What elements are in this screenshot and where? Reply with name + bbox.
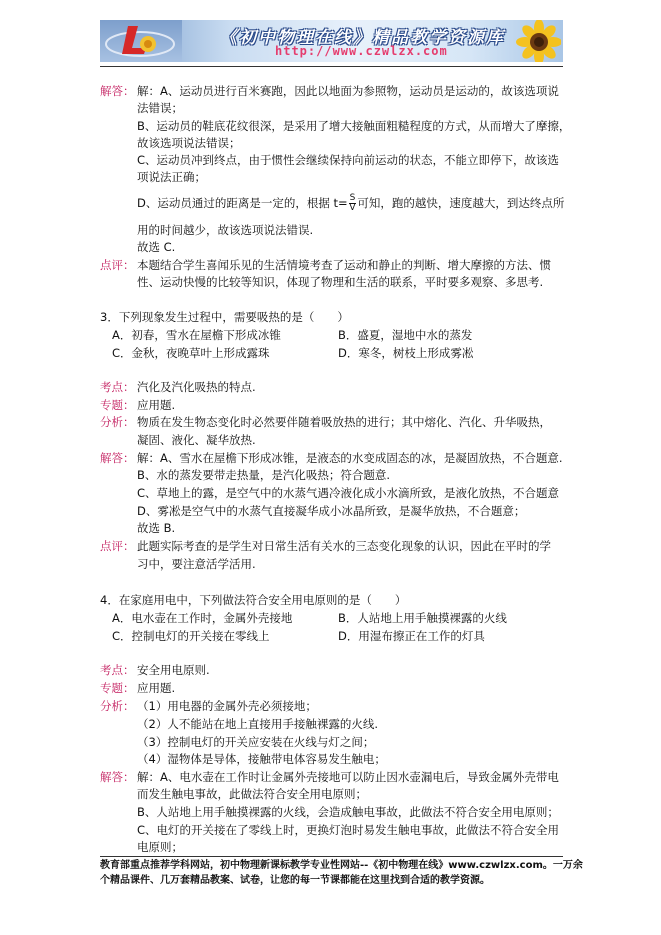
q4-option-c: C．控制电灯的开关接在零线上 — [112, 629, 270, 643]
q3-option-c: C．金秋，夜晚草叶上形成露珠 — [112, 346, 270, 360]
header-banner — [100, 20, 563, 62]
q3-stem: 3．下列现象发生过程中，需要吸热的是（ ） — [100, 310, 349, 324]
q2-answer-b2: 故该选项说法错误； — [137, 136, 241, 150]
q2-answer-a1: 解：A、运动员进行百米赛跑，因此以地面为参照物，运动员是运动的，故该选项说 — [137, 84, 559, 98]
q2-answer-b1: B、运动员的鞋底花纹很深，是采用了增大接触面粗糙程度的方式，从而增大了摩擦， — [137, 119, 571, 133]
site-title: 《初中物理在线》精品教学资源库 — [220, 28, 505, 48]
q4-option-a: A．电水壶在工作时，金属外壳接地 — [112, 611, 293, 625]
q4-answer-a1: 解：A、电水壶在工作时让金属外壳接地可以防止因水壶漏电后，导致金属外壳带电 — [137, 770, 559, 784]
analysis-label: 分析： — [100, 699, 135, 713]
formula-fraction — [349, 194, 357, 213]
q3-answer-a: 解：A、雪水在屋檐下形成冰锥，是液态的水变成固态的冰，是凝固放热，不合题意. — [137, 451, 563, 465]
q3-point: 汽化及汽化吸热的特点. — [137, 380, 256, 394]
q4-analysis-2: （2）人不能站在地上直接用手接触裸露的火线. — [137, 717, 378, 731]
q4-analysis-1: （1）用电器的金属外壳必须接地； — [137, 699, 317, 713]
q4-answer-a2: 而发生触电事故，此做法符合安全用电原则； — [137, 787, 367, 801]
q3-answer-d: D、雾凇是空气中的水蒸气直接凝华成小冰晶所致，是凝华放热，不合题意； — [137, 504, 526, 518]
point-label: 考点： — [100, 380, 135, 394]
fraction-numerator: S — [349, 193, 356, 203]
q2-answer-d1b: 可知，跑的越快，速度越大，到达终点所 — [357, 196, 565, 210]
comment-label: 点评： — [100, 539, 135, 553]
q4-option-b: B．人站地上用手触摸裸露的火线 — [338, 611, 507, 625]
q3-analysis-1: 物质在发生物态变化时必然要伴随着吸放热的进行；其中熔化、汽化、升华吸热， — [137, 415, 551, 429]
q4-stem: 4．在家庭用电中，下列做法符合安全用电原则的是（ ） — [100, 593, 407, 607]
q4-option-d: D．用湿布擦正在工作的灯具 — [338, 629, 485, 643]
q3-topic: 应用题. — [137, 398, 176, 412]
q3-option-d: D．寒冬，树枝上形成雾凇 — [338, 346, 474, 360]
q4-point: 安全用电原则. — [137, 663, 210, 677]
q2-answer-d1 — [137, 193, 564, 213]
analysis-label: 分析： — [100, 415, 135, 429]
answer-label: 解答： — [100, 451, 135, 465]
q2-choice: 故选 C. — [137, 240, 176, 254]
q3-option-b: B．盛夏，湿地中水的蒸发 — [338, 328, 473, 342]
q3-comment-2: 习中，要注意活学活用. — [137, 557, 256, 571]
q2-answer-c1: C、运动员冲到终点，由于惯性会继续保持向前运动的状态，不能立即停下，故该选 — [137, 153, 560, 167]
footer-line-2: 个精品课件、几万套精品教案、试卷，让您的每一节课都能在这里找到合适的教学资源。 — [100, 875, 490, 886]
q4-topic: 应用题. — [137, 681, 176, 695]
q2-comment-2: 性、运动快慢的比较等知识，体现了物理和生活的联系，平时要多观察、多思考. — [137, 275, 544, 289]
q4-answer-c2: 电原则； — [137, 840, 183, 854]
answer-label: 解答： — [100, 84, 135, 98]
fraction-denominator: V — [349, 203, 356, 213]
site-url[interactable]: http://www.czwlzx.com — [275, 44, 448, 58]
q2-answer-a2: 法错误； — [137, 101, 183, 115]
q2-answer-d2: 用的时间越少，故该选项说法错误. — [137, 223, 314, 237]
q2-comment-1: 本题结合学生喜闻乐见的生活情境考查了运动和静止的判断、增大摩擦的方法、惯 — [137, 258, 551, 272]
topic-label: 专题： — [100, 681, 135, 695]
sunflower-icon — [501, 20, 561, 62]
answer-label: 解答： — [100, 770, 135, 784]
q2-answer-c2: 项说法正确； — [137, 170, 206, 184]
q3-analysis-2: 凝固、液化、凝华放热. — [137, 433, 256, 447]
q3-option-a: A．初春，雪水在屋檐下形成冰锥 — [112, 328, 281, 342]
footer-divider — [100, 856, 563, 857]
q4-answer-c1: C、电灯的开关接在了零线上时，更换灯泡时易发生触电事故，此做法不符合安全用 — [137, 823, 560, 837]
q4-analysis-4: （4）湿物体是导体，接触带电体容易发生触电； — [137, 752, 386, 766]
q3-choice: 故选 B. — [137, 521, 176, 535]
logo — [100, 20, 182, 62]
logo-icon — [102, 22, 180, 60]
q2-answer-d1a: D、运动员通过的距离是一定的，根据 t= — [137, 196, 348, 210]
q3-answer-b: B、水的蒸发要带走热量，是汽化吸热；符合题意. — [137, 468, 391, 482]
header-divider — [100, 66, 563, 67]
q3-answer-c: C、草地上的露，是空气中的水蒸气遇冷液化成小水滴所致，是液化放热，不合题意 — [137, 486, 560, 500]
topic-label: 专题： — [100, 398, 135, 412]
q4-analysis-3: （3）控制电灯的开关应安装在火线与灯之间； — [137, 735, 375, 749]
q4-answer-b: B、人站地上用手触摸裸露的火线，会造成触电事故，此做法不符合安全用电原则； — [137, 805, 559, 819]
footer-line-1: 教育部重点推荐学科网站，初中物理新课标教学专业性网站--《初中物理在线》www.czwlzx.com。一万余 — [100, 860, 583, 871]
q3-comment-1: 此题实际考查的是学生对日常生活有关水的三态变化现象的认识，因此在平时的学 — [137, 539, 551, 553]
point-label: 考点： — [100, 663, 135, 677]
comment-label: 点评： — [100, 258, 135, 272]
